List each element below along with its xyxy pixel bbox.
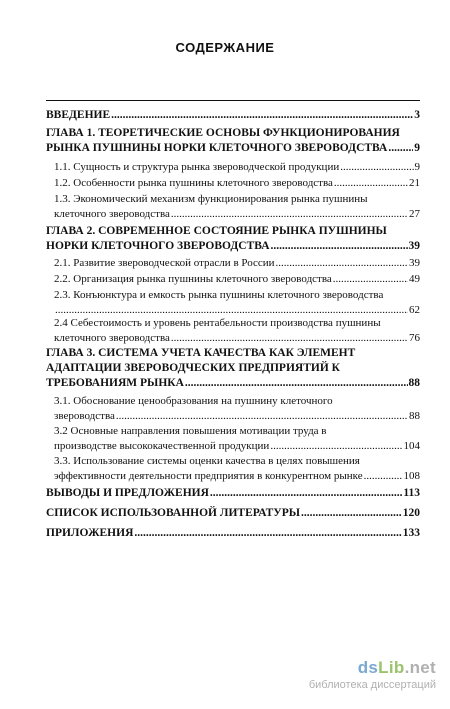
toc-entry-1-3[interactable]: 1.3. Экономический механизм функционирования рынка пушнины клеточного звероводства ..... 27 xyxy=(54,192,420,222)
toc-entry-1-2[interactable]: 1.2. Особенности рынка пушнины клеточного звероводства ..... 21 xyxy=(54,176,420,191)
dslib-logo: dsLib.net xyxy=(357,658,436,677)
toc-entry-2-1[interactable]: 2.1. Развитие звероводческой отрасли в России ..... 39 xyxy=(54,256,420,271)
top-rule xyxy=(46,100,420,101)
toc-entry-chapter-2[interactable]: ГЛАВА 2. СОВРЕМЕННОЕ СОСТОЯНИЕ РЫНКА ПУШНИНЫ НОРКИ КЛЕТОЧНОГО ЗВЕРОВОДСТВА ..... 39 xyxy=(46,224,420,254)
watermark-subtitle: библиотека диссертаций xyxy=(308,679,436,691)
toc-entry-chapter-3[interactable]: ГЛАВА 3. СИСТЕМА УЧЕТА КАЧЕСТВА КАК ЭЛЕМЕНТ АДАПТАЦИИ ЗВЕРОВОДЧЕСКИХ ПРЕДПРИЯТИЙ К ТРЕБОВАНИЯМ РЫНКА ..... 88 xyxy=(46,346,420,391)
page-title: СОДЕРЖАНИЕ xyxy=(175,40,275,55)
toc-entry-conclusions[interactable]: ВЫВОДЫ И ПРЕДЛОЖЕНИЯ ..... 113 xyxy=(46,486,420,501)
toc-entry-intro[interactable]: ВВЕДЕНИЕ ..... 3 xyxy=(46,108,420,123)
toc-entry-3-3[interactable]: 3.3. Использование системы оценки качества в целях повышения эффективности деятельности предприятия в конкурентном рынке ..... 108 xyxy=(54,454,420,484)
toc-entry-1-1[interactable]: 1.1. Сущность и структура рынка звероводческой продукции ..... 9 xyxy=(54,160,420,175)
toc-entry-3-2[interactable]: 3.2 Основные направления повышения мотивации труда в производстве высококачественной продукции ..... 104 xyxy=(54,424,420,454)
toc-entry-references[interactable]: СПИСОК ИСПОЛЬЗОВАННОЙ ЛИТЕРАТУРЫ ..... 120 xyxy=(46,506,420,521)
toc-entry-3-1[interactable]: 3.1. Обоснование ценообразования на пушнину клеточного звероводства ..... 88 xyxy=(54,394,420,424)
toc-entry-2-4[interactable]: 2.4 Себестоимость и уровень рентабельности производства пушнины клеточного звероводства ..... 76 xyxy=(54,316,420,346)
toc-entry-appendix[interactable]: ПРИЛОЖЕНИЯ ..... 133 xyxy=(46,526,420,541)
toc-entry-2-3[interactable]: 2.3. Конъюнктура и емкость рынка пушнины клеточного звероводства ..... 62 xyxy=(54,288,420,318)
toc-entry-2-2[interactable]: 2.2. Организация рынка пушнины клеточного звероводства ..... 49 xyxy=(54,272,420,287)
dslib-watermark xyxy=(309,658,436,691)
toc-entry-chapter-1[interactable]: ГЛАВА 1. ТЕОРЕТИЧЕСКИЕ ОСНОВЫ ФУНКЦИОНИРОВАНИЯ РЫНКА ПУШНИНЫ НОРКИ КЛЕТОЧНОГО ЗВЕРОВОДСТВА ..... 9 xyxy=(46,126,420,156)
